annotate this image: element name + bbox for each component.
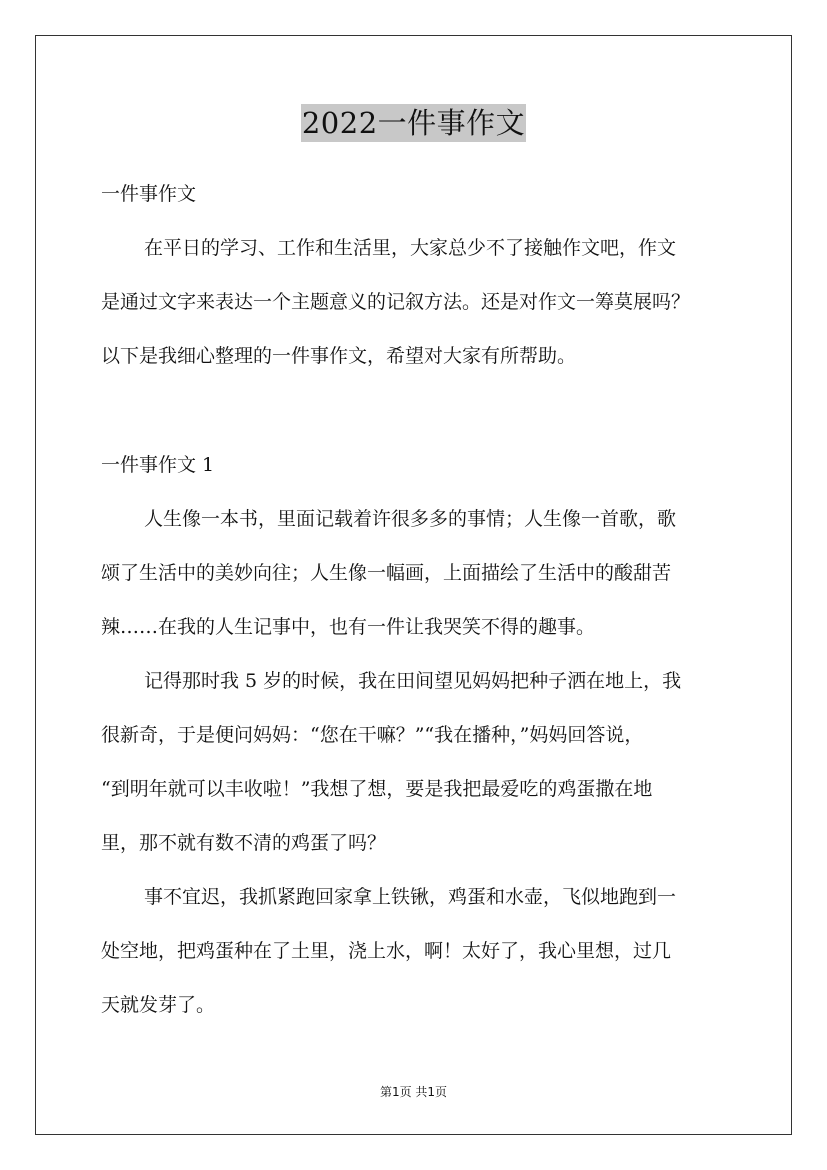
title-container [0, 104, 827, 142]
essay-heading: 一件事作文 1 [101, 454, 215, 476]
paragraph-line: 记得那时我 5 岁的时候，我在田间望见妈妈把种子洒在地上，我 [144, 670, 682, 692]
intro-line: 以下是我细心整理的一件事作文，希望对大家有所帮助。 [101, 345, 577, 367]
paragraph-line: 辣……在我的人生记事中，也有一件让我哭笑不得的趣事。 [101, 616, 596, 638]
paragraph-line: 颂了生活中的美妙向往；人生像一幅画，上面描绘了生活中的酸甜苦 [101, 562, 672, 584]
intro-line: 在平日的学习、工作和生活里，大家总少不了接触作文吧，作文 [144, 237, 677, 259]
page-footer: 第1页 共1页 [379, 1085, 448, 1099]
intro-line: 是通过文字来表达一个主题意义的记叙方法。还是对作文一筹莫展吗？ [101, 291, 691, 313]
paragraph-line: “到明年就可以丰收啦！”我想了想，要是我把最爱吃的鸡蛋撒在地 [101, 778, 653, 800]
paragraph-line: 天就发芽了。 [101, 994, 216, 1016]
paragraph-line: 处空地，把鸡蛋种在了土里，浇上水，啊！太好了，我心里想，过几 [101, 940, 672, 962]
paragraph-line: 很新奇，于是便问妈妈：“您在干嘛？”“我在播种，”妈妈回答说， [101, 724, 644, 746]
paragraph-line: 人生像一本书，里面记载着许很多多的事情；人生像一首歌，歌 [144, 508, 677, 530]
paragraph-line: 事不宜迟，我抓紧跑回家拿上铁锹，鸡蛋和水壶，飞似地跑到一 [144, 886, 677, 908]
intro-heading: 一件事作文 [101, 183, 197, 205]
document-title: 2022一件事作文 [301, 106, 526, 140]
paragraph-line: 里，那不就有数不清的鸡蛋了吗？ [101, 832, 387, 854]
